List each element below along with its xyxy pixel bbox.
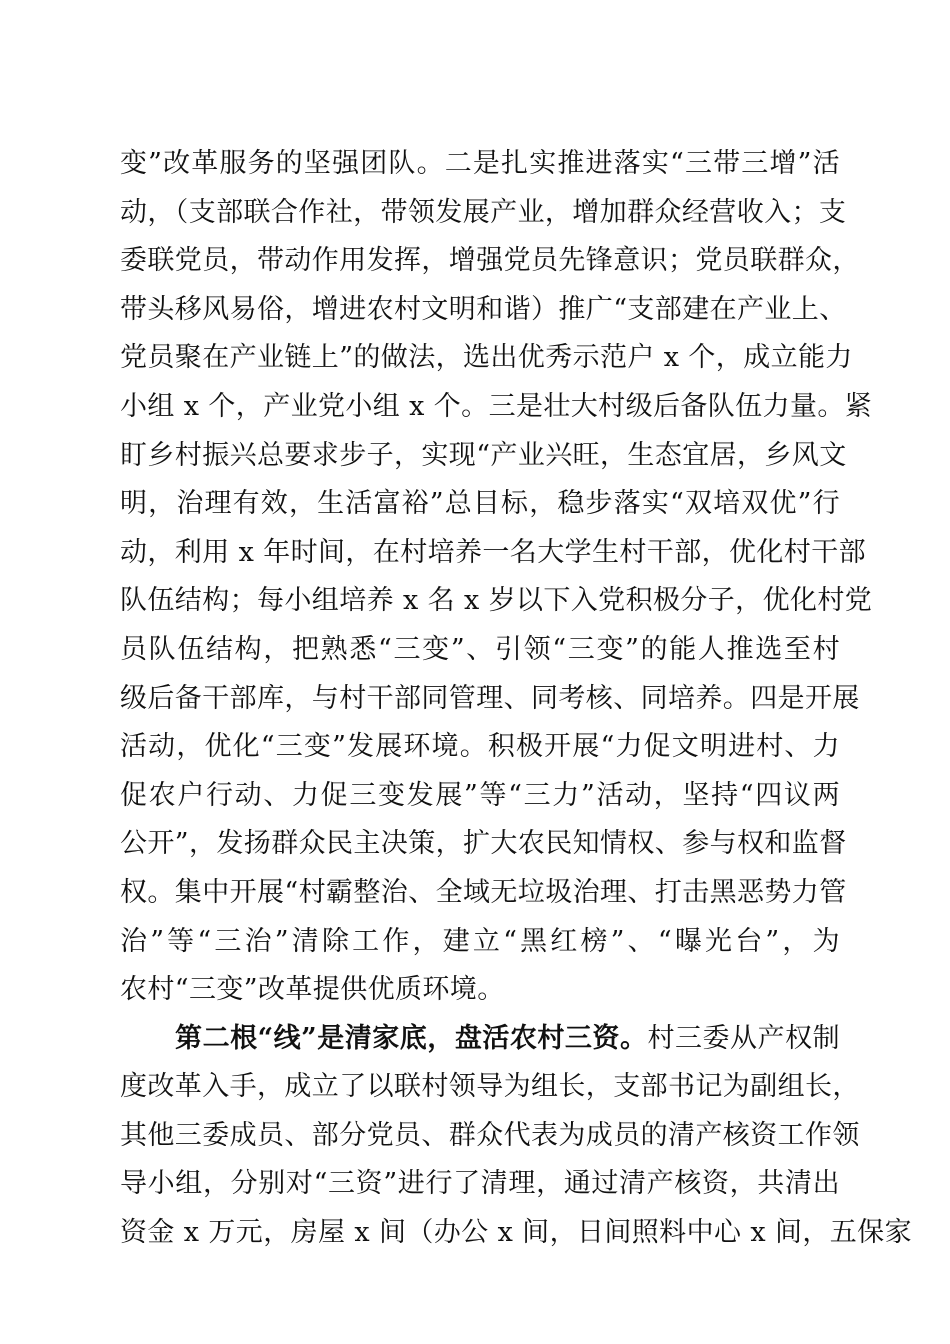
text-line: 小组 x 个，产业党小组 x 个。三是壮大村级后备队伍力量。紧: [120, 390, 873, 422]
text-line: 度改革入手，成立了以联村领导为组长，支部书记为副组长，: [120, 1071, 860, 1103]
text-line: 资金 x 万元，房屋 x 间（办公 x 间，日间照料中心 x 间，五保家: [120, 1217, 912, 1249]
text-line: 级后备干部库，与村干部同管理、同考核、同培养。四是开展: [120, 682, 860, 714]
text-line: 其他三委成员、部分党员、群众代表为成员的清产核资工作领: [120, 1119, 860, 1151]
text-line: 公开”，发扬群众民主决策，扩大农民知情权、参与权和监督: [120, 828, 847, 860]
paragraph-1: [120, 140, 873, 1015]
text-line: 动，利用 x 年时间，在村培养一名大学生村干部，优化村干部: [120, 536, 866, 568]
paragraph-heading: 第二根“线”是清家底，盘活农村三资。: [175, 1022, 648, 1054]
text-line: 农村“三变”改革提供优质环境。: [120, 974, 505, 1006]
text-line: 党员聚在产业链上”的做法，选出优秀示范户 x 个，成立能力: [120, 342, 853, 374]
text-line: 员队伍结构，把熟悉“三变”、引领“三变”的能人推选至村: [120, 633, 840, 665]
document-body: [120, 140, 912, 1258]
text-line: 治”等“三治”清除工作，建立“黑红榜”、“曝光台”，为: [120, 925, 840, 957]
text-line: 明，治理有效，生活富裕”总目标，稳步落实“双培双优”行: [120, 488, 840, 520]
text-line: 队伍结构；每小组培养 x 名 x 岁以下入党积极分子，优化村党: [120, 585, 873, 617]
text-line: 变”改革服务的坚强团队。二是扎实推进落实“三带三增”活: [120, 148, 840, 179]
text-line: 活动，优化“三变”发展环境。积极开展“力促文明进村、力: [120, 731, 840, 763]
text-line: 促农户行动、力促三变发展”等“三力”活动，坚持“四议两: [120, 779, 840, 811]
text-line: 导小组，分别对“三资”进行了清理，通过清产核资，共清出: [120, 1168, 840, 1200]
text-line: 盯乡村振兴总要求步子，实现“产业兴旺，生态宜居，乡风文: [120, 439, 847, 471]
text-line: 权。集中开展“村霸整治、全域无垃圾治理、打击黑恶势力管: [120, 876, 847, 908]
text-run: 村三委从产权制: [647, 1022, 840, 1054]
text-line: [120, 1015, 840, 1064]
text-line: 动，（支部联合作社，带领发展产业，增加群众经营收入；支: [120, 196, 847, 228]
text-line: 委联党员，带动作用发挥，增强党员先锋意识；党员联群众，: [120, 245, 860, 277]
paragraph-2: [120, 1015, 912, 1258]
text-line: 带头移风易俗，增进农村文明和谐）推广“支部建在产业上、: [120, 293, 847, 325]
